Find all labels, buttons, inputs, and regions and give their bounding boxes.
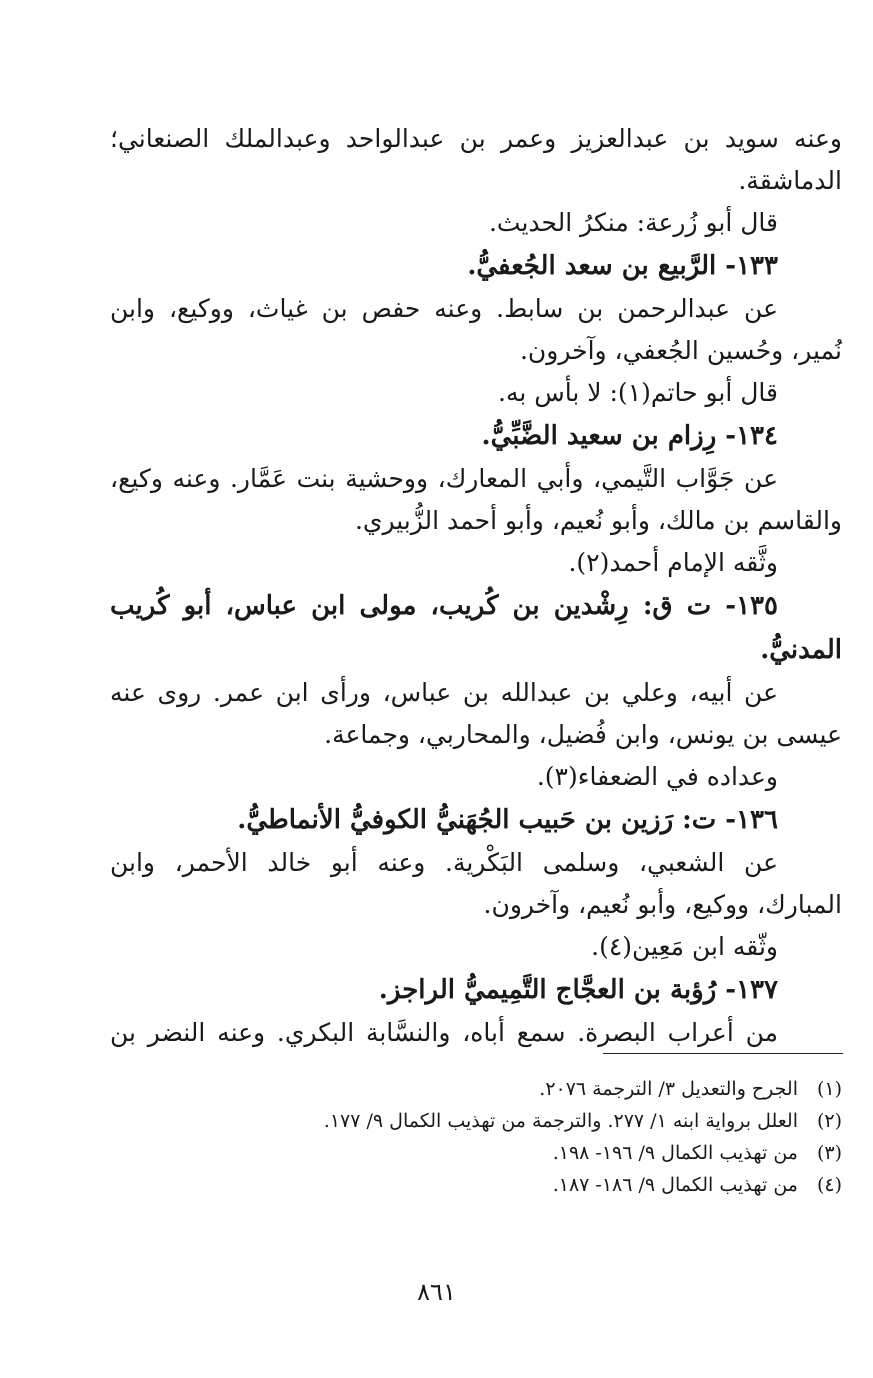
text-line: وثَّقه الإمام أحمد(٢). <box>568 548 778 577</box>
footnote-number: (١) <box>816 1078 842 1100</box>
footnote-text: العلل برواية ابنه ١/ ٢٧٧. والترجمة من تهذيب الكمال ٩/ ١٧٧. <box>323 1110 798 1132</box>
entry-heading: ١٣٧- رُؤبة بن العجَّاج التَّمِيميُّ الراجز. <box>378 975 778 1005</box>
text-line: عن عبدالرحمن بن سابط. وعنه حفص بن غياث، ووكيع، وابن <box>110 294 778 323</box>
text-line: الدماشقة. <box>738 166 842 195</box>
page-number: ٨٦١ <box>417 1278 456 1306</box>
footnote <box>142 1169 842 1201</box>
footnote <box>142 1105 842 1137</box>
main-text <box>110 118 842 1054</box>
footnote-number: (٤) <box>816 1174 842 1196</box>
text-line: عيسى بن يونس، وابن فُضيل، والمحاربي، وجماعة. <box>324 720 842 749</box>
footnote <box>142 1137 842 1169</box>
entry-heading: ١٣٦- ت: رَزين بن حَبيب الجُهَنيُّ الكوفيُّ الأنماطيُّ. <box>237 805 778 835</box>
entry-heading: ١٣٤- رِزام بن سعيد الضَّبِّيُّ. <box>481 421 778 451</box>
footnote <box>142 1073 842 1105</box>
footnote-number: (٣) <box>816 1142 842 1164</box>
text-line: وثّقه ابن مَعِين(٤). <box>591 932 778 961</box>
entry-heading: ١٣٣- الرَّبيع بن سعد الجُعفيُّ. <box>467 251 778 281</box>
text-line: من أعراب البصرة. سمع أباه، والنسَّابة البكري. وعنه النضر بن <box>110 1018 778 1047</box>
text-line: عن جَوَّاب التَّيمي، وأبي المعارك، ووحشية بنت عَمَّار. وعنه وكيع، <box>110 464 778 493</box>
text-line: قال أبو زُرعة: منكرُ الحديث. <box>488 208 778 237</box>
footnote-text: من تهذيب الكمال ٩/ ١٨٦- ١٨٧. <box>552 1174 798 1196</box>
footnote-text: الجرح والتعديل ٣/ الترجمة ٢٠٧٦. <box>539 1078 798 1100</box>
footnotes <box>142 1073 842 1201</box>
footnote-separator <box>603 1053 843 1054</box>
text-line: وعداده في الضعفاء(٣). <box>536 762 778 791</box>
text-line: المبارك، ووكيع، وأبو نُعيم، وآخرون. <box>483 890 842 919</box>
text-line: عن أبيه، وعلي بن عبدالله بن عباس، ورأى ابن عمر. روى عنه <box>110 678 778 707</box>
entry-heading-continuation: المدنيُّ. <box>760 635 842 665</box>
text-line: نُمير، وحُسين الجُعفي، وآخرون. <box>519 336 842 365</box>
text-line: وعنه سويد بن عبدالعزيز وعمر بن عبدالواحد وعبدالملك الصنعاني؛ <box>110 124 842 153</box>
text-line: قال أبو حاتم(١): لا بأس به. <box>498 378 778 407</box>
text-line: عن الشعبي، وسلمى البَكْرية. وعنه أبو خالد الأحمر، وابن <box>110 848 778 877</box>
footnote-text: من تهذيب الكمال ٩/ ١٩٦- ١٩٨. <box>552 1142 798 1164</box>
text-line: والقاسم بن مالك، وأبو نُعيم، وأبو أحمد الزُّبيري. <box>354 506 842 535</box>
entry-heading: ١٣٥- ت ق: رِشْدين بن كُريب، مولى ابن عباس، أبو كُريب <box>110 591 778 621</box>
footnote-number: (٢) <box>816 1110 842 1132</box>
